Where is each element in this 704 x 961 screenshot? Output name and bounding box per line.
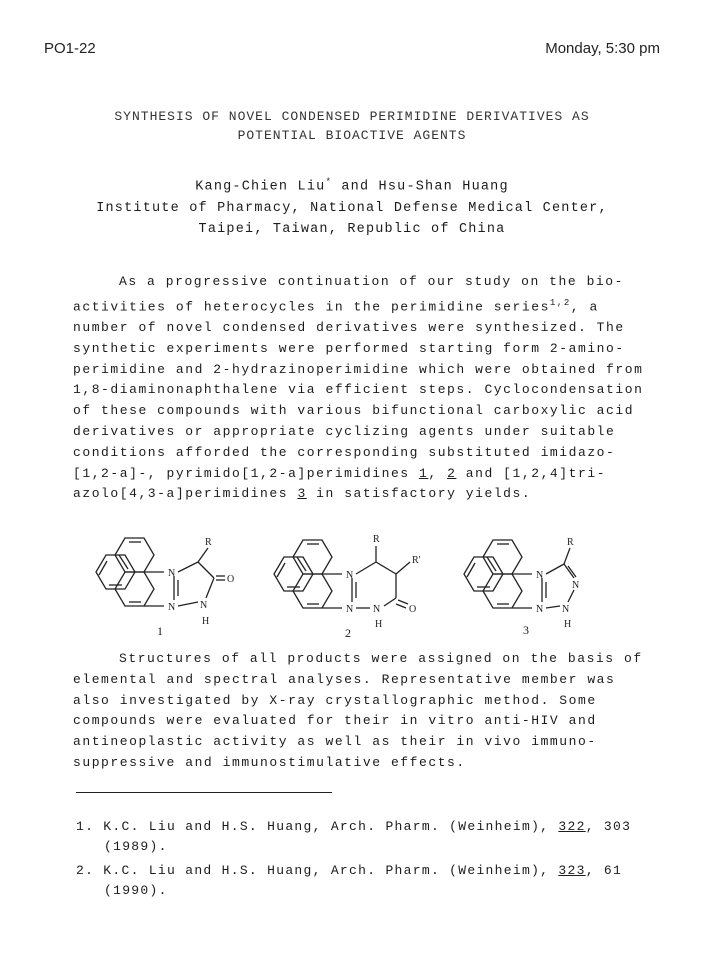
footnote-divider: [76, 792, 332, 793]
reference-year: (1989).: [104, 839, 168, 854]
bond: [376, 562, 396, 574]
text-line: [73, 293, 653, 318]
atom-n: N: [536, 570, 544, 581]
text-line: derivatives or appropriate cyclizing agents under suitable: [73, 423, 616, 439]
structure-1-diagram: [92, 530, 242, 640]
bond: [198, 548, 208, 562]
atom-r: R: [373, 534, 380, 545]
reference-pages: , 61: [585, 863, 623, 878]
reference-volume: 322: [558, 819, 586, 834]
text-run: [1,2-a]-, pyrimido[1,2-a]perimidines: [73, 465, 419, 481]
text-line: conditions afforded the corresponding substituted imidazo-: [73, 444, 616, 460]
text-run: , a: [570, 299, 599, 315]
text-line: 1,8-diaminonaphthalene via efficient steps. Cyclocondensation: [73, 382, 644, 398]
author-1: Kang-Chien Liu: [195, 179, 326, 195]
structure-1-label: 1: [157, 624, 163, 638]
reference-year: (1990).: [104, 883, 168, 898]
structure-3-label: 3: [523, 623, 529, 637]
affiliation-line-1: Institute of Pharmacy, National Defense Medical Center,: [96, 200, 608, 216]
reference-item: [76, 817, 666, 857]
reference-volume: 323: [558, 863, 586, 878]
paper-title: [0, 107, 704, 145]
reference-text: 2. K.C. Liu and H.S. Huang, Arch. Pharm. (Weinheim),: [76, 863, 559, 878]
bond: [206, 578, 214, 598]
bond: [546, 606, 560, 608]
text-line: compounds were evaluated for their in vitro anti-HIV and: [73, 713, 597, 729]
compound-ref-2: 2: [447, 465, 457, 481]
atom-r-prime: R': [412, 555, 421, 566]
reference-text: 1. K.C. Liu and H.S. Huang, Arch. Pharm. (Weinheim),: [76, 819, 559, 834]
bond: [398, 600, 408, 604]
atom-n: N: [536, 604, 544, 615]
bond: [568, 590, 574, 602]
corresponding-mark: *: [325, 177, 333, 187]
structure-2-label: 2: [345, 626, 351, 640]
bond: [178, 602, 198, 606]
atom-o: O: [227, 574, 235, 585]
atom-n: N: [346, 570, 354, 581]
atom-h: H: [564, 619, 572, 630]
session-time: Monday, 5:30 pm: [545, 40, 660, 57]
reference-item: [76, 861, 666, 901]
affiliation-line-2: Taipei, Taiwan, Republic of China: [198, 221, 506, 237]
text-line: elemental and spectral analyses. Representative member was: [73, 671, 616, 687]
text-line: of these compounds with various bifunctional carboxylic acid: [73, 403, 635, 419]
text-run: and [1,2,4]tri-: [456, 465, 607, 481]
author-2: and Hsu-Shan Huang: [332, 179, 509, 195]
double-bond: [467, 563, 475, 577]
bond: [564, 548, 570, 564]
text-line: number of novel condensed derivatives were synthesized. The: [73, 319, 625, 335]
text-run: ,: [428, 465, 448, 481]
atom-r: R: [205, 537, 212, 548]
bond: [564, 564, 574, 578]
abstract-paragraph-1: [73, 272, 653, 505]
author-names: [0, 172, 704, 198]
text-line: Structures of all products were assigned on the basis of: [119, 651, 643, 666]
atom-n: N: [562, 604, 570, 615]
bond: [384, 598, 396, 606]
text-run: activities of heterocycles in the perimidine series: [73, 299, 550, 315]
atom-n: N: [200, 600, 208, 611]
session-code: PO1-22: [44, 40, 96, 57]
bond: [396, 562, 410, 574]
double-bond: [396, 604, 406, 608]
bond: [546, 564, 564, 574]
text-line: [73, 464, 653, 485]
text-line: antineoplastic activity as well as their in vivo immuno-: [73, 734, 597, 750]
atom-n: N: [346, 604, 354, 615]
reference-list: [76, 817, 666, 905]
atom-n: N: [572, 580, 580, 591]
atom-h: H: [202, 616, 210, 627]
title-line-1: SYNTHESIS OF NOVEL CONDENSED PERIMIDINE DERIVATIVES AS: [114, 109, 590, 124]
text-line: also investigated by X-ray crystallographic method. Some: [73, 692, 597, 708]
abstract-paragraph-2: [73, 649, 653, 774]
title-line-2: POTENTIAL BIOACTIVE AGENTS: [237, 128, 467, 143]
structure-3-diagram: [460, 530, 600, 640]
bond: [198, 562, 214, 578]
atom-r: R: [567, 537, 574, 548]
atom-n: N: [168, 568, 176, 579]
text-line: suppressive and immunostimulative effects.: [73, 754, 466, 770]
author-block: [0, 172, 704, 240]
double-bond: [99, 561, 107, 575]
text-line: perimidine and 2-hydrazinoperimidine which were obtained from: [73, 361, 644, 377]
text-run: in satisfactory yields.: [306, 486, 532, 502]
compound-ref-1: 1: [419, 465, 429, 481]
atom-n: N: [168, 602, 176, 613]
atom-h: H: [375, 619, 383, 630]
atom-o: O: [409, 604, 417, 615]
text-line: synthetic experiments were performed starting form 2-amino-: [73, 340, 625, 356]
citation-superscript: 1,2: [549, 297, 571, 308]
text-line: [73, 484, 653, 505]
atom-n: N: [373, 604, 381, 615]
bond: [178, 562, 198, 572]
compound-ref-3: 3: [297, 486, 307, 502]
reference-pages: , 303: [585, 819, 632, 834]
double-bond: [277, 563, 285, 577]
bond: [356, 562, 376, 574]
text-line: As a progressive continuation of our study on the bio-: [119, 274, 624, 289]
text-run: azolo[4,3-a]perimidines: [73, 486, 298, 502]
